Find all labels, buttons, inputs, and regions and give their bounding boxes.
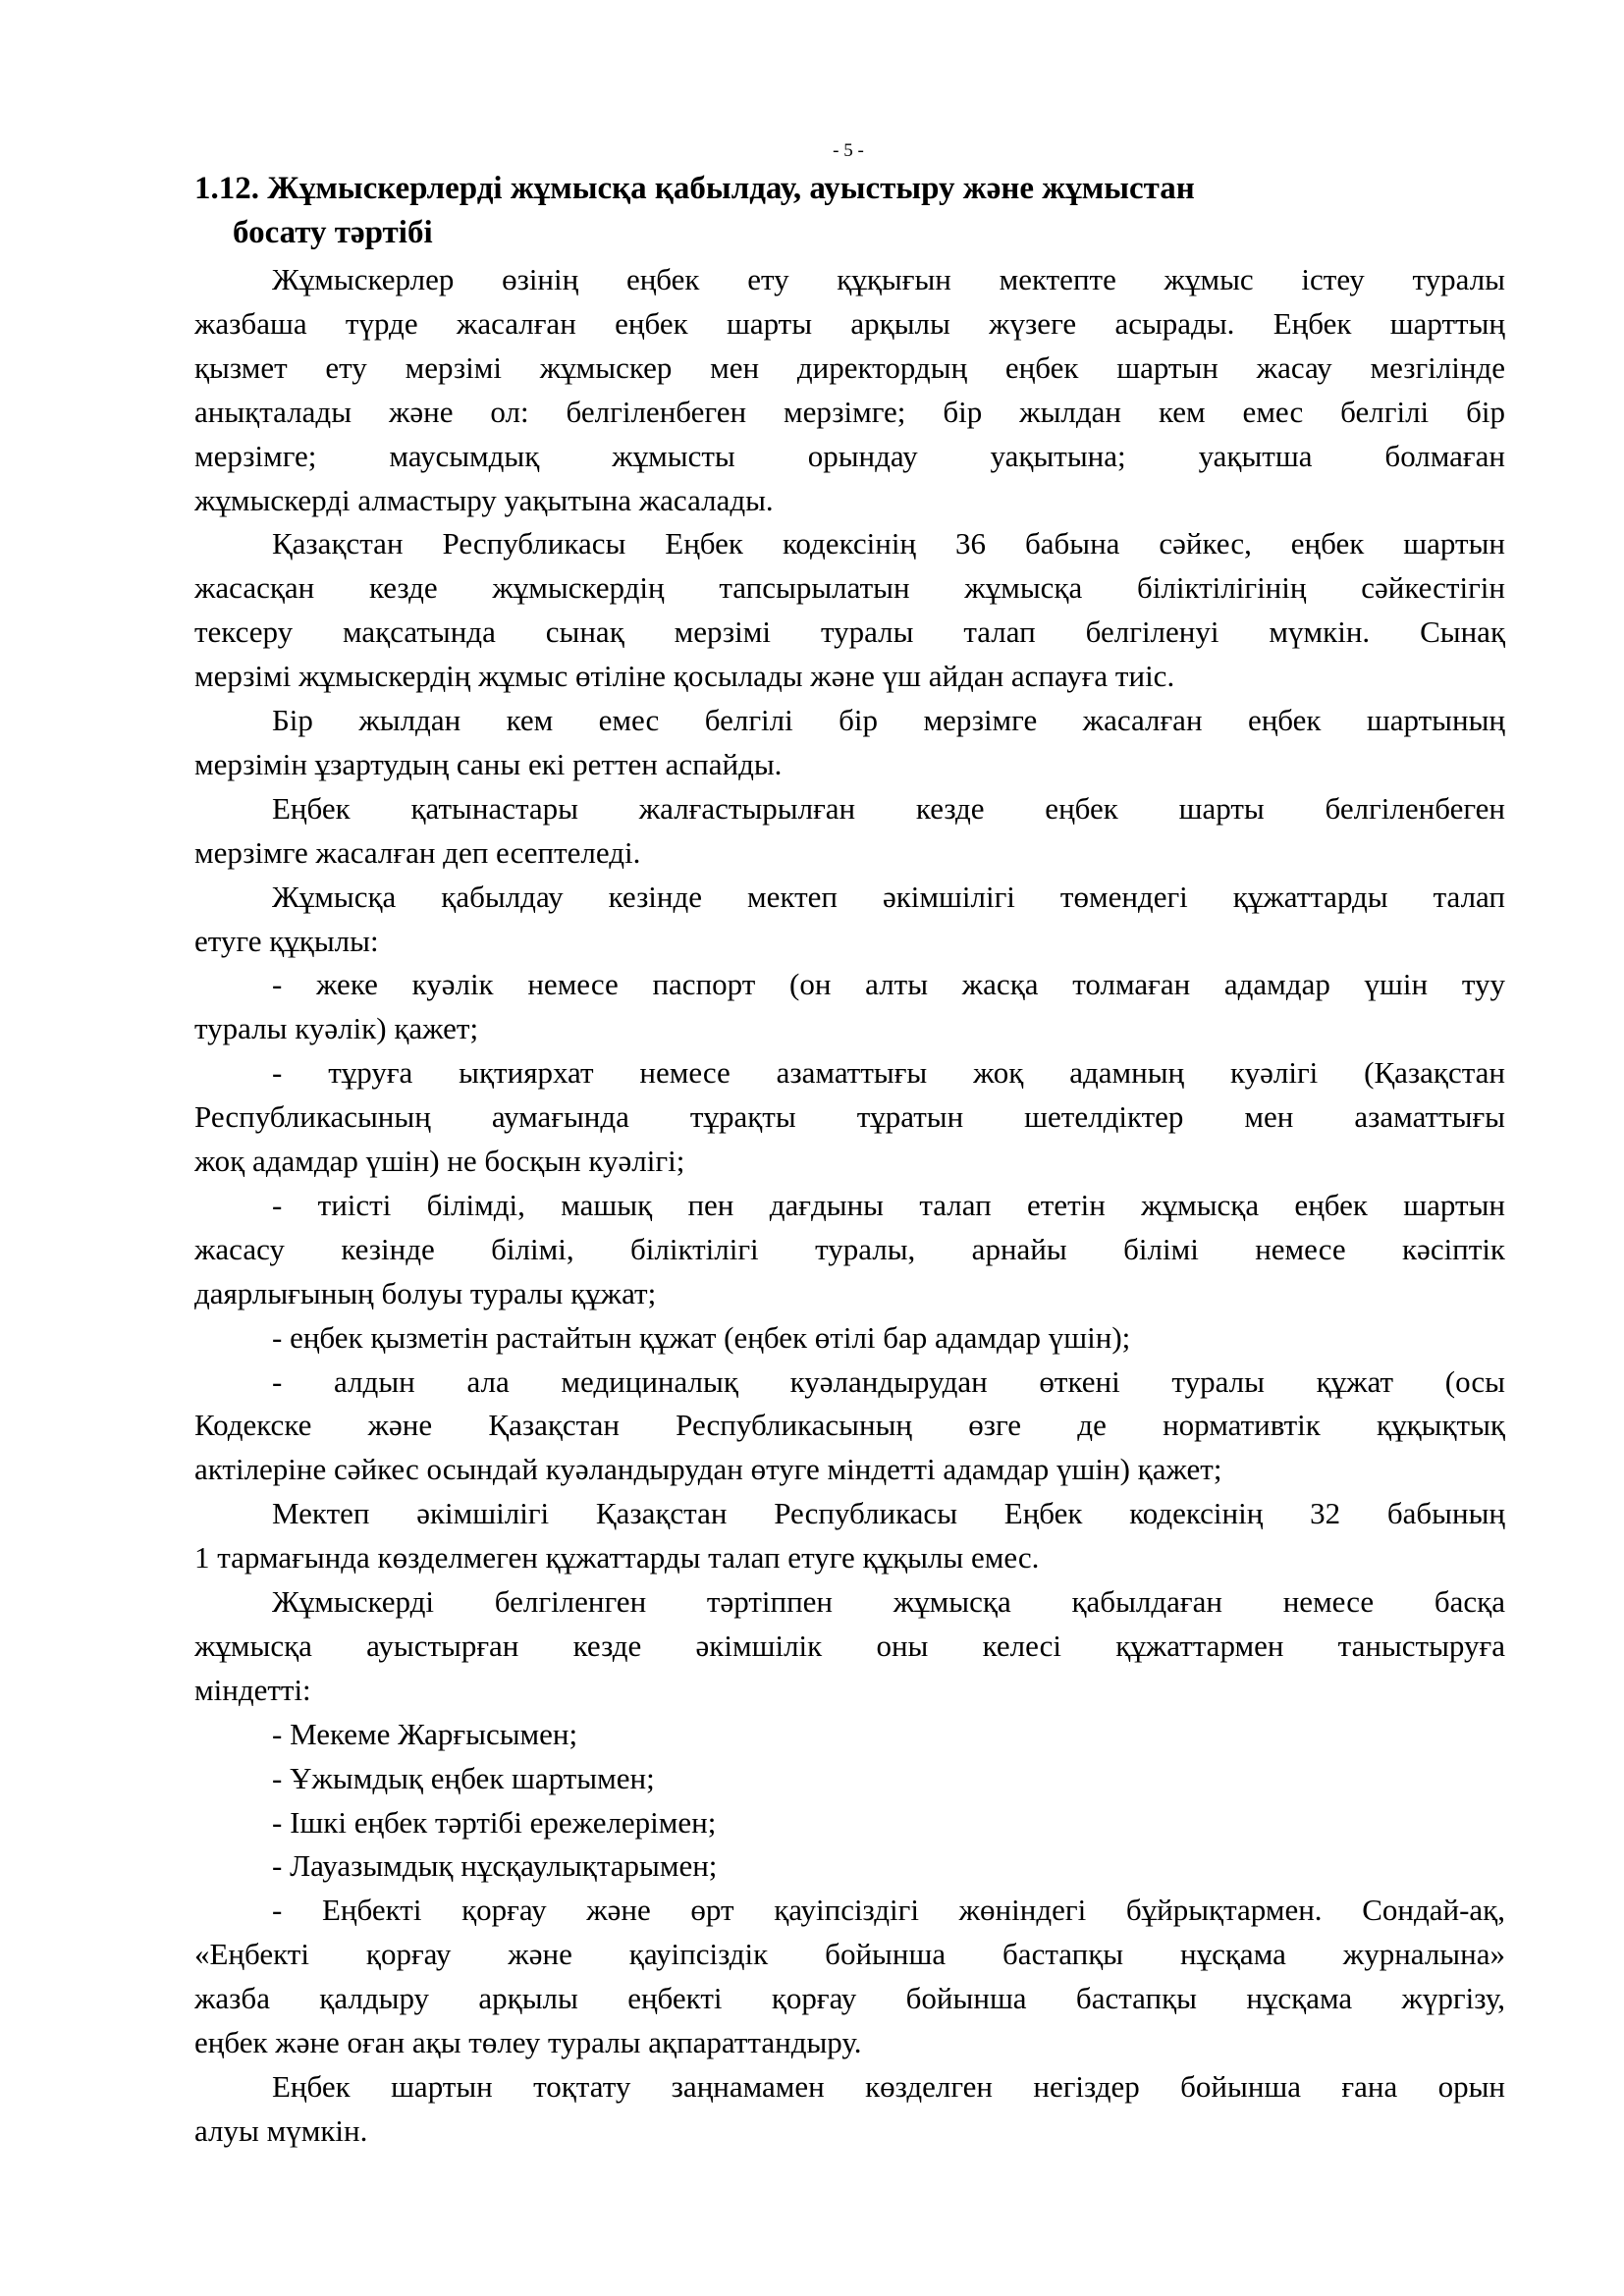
text-line: Жұмысқа қабылдау кезінде мектеп әкімшілігі төмендегі құжаттарды талап (272, 879, 1505, 914)
text-line: жұмыскерді алмастыру уақытына жасалады. (194, 482, 774, 517)
page-number: - 5 - (833, 140, 864, 161)
text-line: - Ұжымдық еңбек шартымен; (272, 1760, 655, 1795)
text-line: Бір жылдан кем емес белгілі бір мерзімге жасалған еңбек шартының (272, 703, 1505, 737)
text-line: мерзімге; маусымдық жұмысты орындау уақытына; уақытша болмаған (194, 438, 1505, 473)
text-line: мерзімге жасалған деп есептеледі. (194, 834, 641, 870)
section-heading-line-1: 1.12. Жұмыскерлерді жұмысқа қабылдау, ауыстыру және жұмыстан (194, 171, 1195, 206)
text-line: жасасқан кезде жұмыскердің тапсырылатын жұмысқа біліктілігінің сәйкестігін (194, 570, 1505, 606)
text-line: міндетті: (194, 1672, 311, 1707)
text-line: тексеру мақсатында сынақ мерзімі туралы талап белгіленуі мүмкін. Сынақ (194, 614, 1505, 650)
text-line: туралы куәлік) қажет; (194, 1011, 479, 1046)
text-line: анықталады және ол: белгіленбеген мерзімге; бір жылдан кем емес белгілі бір (194, 394, 1505, 429)
text-line: - Ішкі еңбек тәртібі ережелерімен; (272, 1804, 717, 1840)
text-line: - тұруға ықтиярхат немесе азаматтығы жоқ адамның куәлігі (Қазақстан (272, 1055, 1505, 1091)
text-line: жасасу кезінде білімі, біліктілігі туралы, арнайы білімі немесе кәсіптік (194, 1231, 1505, 1266)
section-heading-line-2: босату тәртібі (233, 215, 433, 250)
text-line: етуге құқылы: (194, 923, 379, 958)
text-line: алуы мүмкін. (194, 2112, 368, 2148)
text-line: - алдын ала медициналық куәландырудан өткені туралы құжат (осы (272, 1363, 1505, 1399)
text-line: - Еңбекті қорғау және өрт қауіпсіздігі жөніндегі бұйрықтармен. Сондай-ақ, (272, 1893, 1505, 1928)
text-line: - Мекеме Жарғысымен; (272, 1716, 578, 1751)
text-line: мерзімін ұзартудың саны екі реттен аспайды. (194, 746, 783, 781)
text-line: «Еңбекті қорғау және қауіпсіздік бойынша бастапқы нұсқама журналына» (194, 1937, 1505, 1972)
text-line: даярлығының болуы туралы құжат; (194, 1275, 657, 1310)
text-line: - Лауазымдық нұсқаулықтарымен; (272, 1848, 718, 1884)
text-line: Мектеп әкімшілігі Қазақстан Республикасы Еңбек кодексінің 32 бабының (272, 1496, 1505, 1531)
text-line: жоқ адамдар үшін) не босқын куәлігі; (194, 1144, 685, 1178)
text-line: Республикасының аумағында тұрақты тұратын шетелдіктер мен азаматтығы (194, 1099, 1505, 1135)
text-line: - тиісті білімді, машық пен дағдыны талап ететін жұмысқа еңбек шартын (272, 1187, 1505, 1222)
text-line: қызмет ету мерзімі жұмыскер мен директордың еңбек шартын жасау мезгілінде (194, 349, 1505, 385)
text-line: Еңбек шартын тоқтату заңнамамен көзделген негіздер бойынша ғана орын (272, 2068, 1505, 2104)
text-line: Кодекске және Қазақстан Республикасының өзге де нормативтік құқықтық (194, 1408, 1505, 1443)
text-line: - еңбек қызметін растайтын құжат (еңбек өтілі бар адамдар үшін); (272, 1319, 1131, 1355)
text-line: жұмысқа ауыстырған кезде әкімшілік оны келесі құжаттармен таныстыруға (194, 1628, 1505, 1663)
text-line: Қазақстан Республикасы Еңбек кодексінің 36 бабына сәйкес, еңбек шартын (272, 526, 1505, 561)
text-line: мерзімі жұмыскердің жұмыс өтіліне қосылады және үш айдан аспауға тиіс. (194, 659, 1175, 694)
text-line: Жұмыскерлер өзінің еңбек ету құқығын мектепте жұмыс істеу туралы (272, 262, 1505, 296)
text-line: Жұмыскерді белгіленген тәртіппен жұмысқа қабылдаған немесе басқа (272, 1584, 1505, 1619)
text-line: жазба қалдыру арқылы еңбекті қорғау бойынша бастапқы нұсқама жүргізу, (194, 1981, 1505, 2016)
text-line: актілеріне сәйкес осындай куәландырудан өтуге міндетті адамдар үшін) қажет; (194, 1452, 1222, 1487)
text-line: жазбаша түрде жасалған еңбек шарты арқылы жүзеге асырады. Еңбек шарттың (194, 305, 1505, 341)
text-line: Еңбек қатынастары жалғастырылған кезде еңбек шарты белгіленбеген (272, 790, 1505, 826)
text-line: - жеке куәлік немесе паспорт (он алты жасқа толмаған адамдар үшін туу (272, 967, 1505, 1002)
text-line: 1 тармағында көзделмеген құжаттарды талап етуге құқылы емес. (194, 1540, 1040, 1575)
text-line: еңбек және оған ақы төлеу туралы ақпараттандыру. (194, 2025, 862, 2059)
